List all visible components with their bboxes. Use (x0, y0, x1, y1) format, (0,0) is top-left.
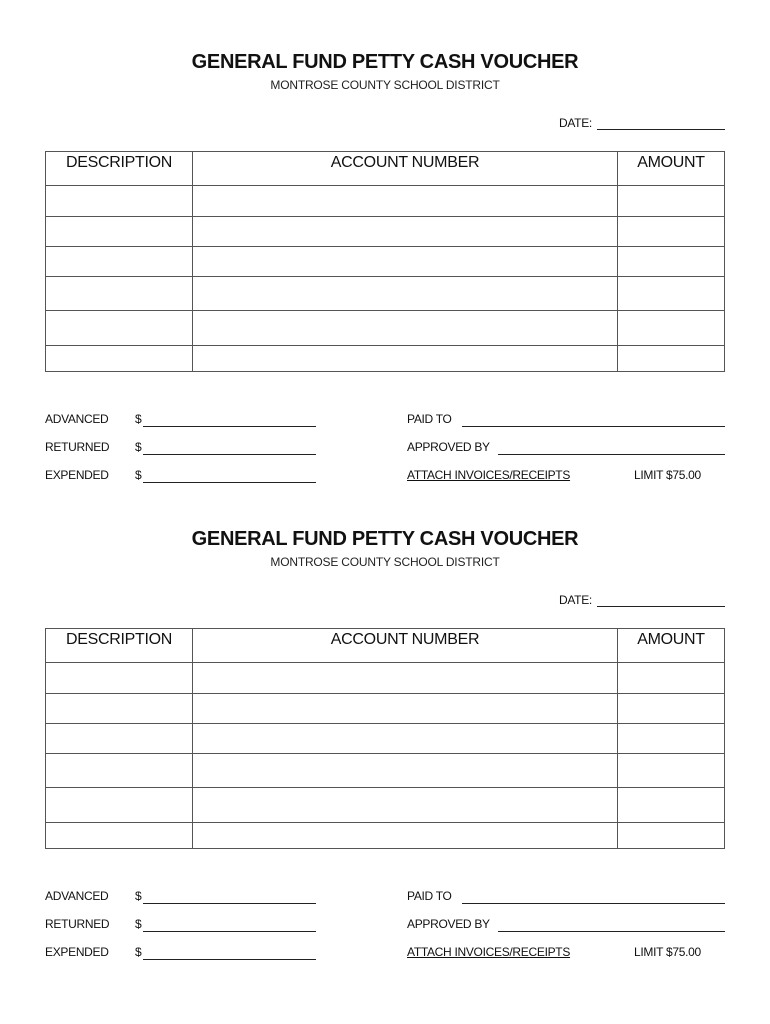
expended-currency: $ (135, 468, 142, 482)
column-header-account-number: ACCOUNT NUMBER (330, 154, 480, 171)
approved-by-label: APPROVED BY (407, 440, 490, 454)
row-divider (46, 693, 724, 694)
advanced-label: ADVANCED (45, 412, 109, 426)
header-divider (46, 662, 724, 663)
attach-invoices-note: ATTACH INVOICES/RECEIPTS (407, 468, 571, 482)
column-header-amount: AMOUNT (637, 631, 705, 648)
column-header-amount: AMOUNT (637, 154, 705, 171)
date-field[interactable] (597, 606, 725, 607)
row-divider (46, 216, 724, 217)
paid-to-field[interactable] (462, 426, 725, 427)
advanced-label: ADVANCED (45, 889, 109, 903)
approved-by-field[interactable] (498, 454, 725, 455)
returned-currency: $ (135, 917, 142, 931)
row-divider (46, 276, 724, 277)
column-header-account-number: ACCOUNT NUMBER (330, 631, 480, 648)
row-divider (46, 345, 724, 346)
row-divider (46, 822, 724, 823)
expended-currency: $ (135, 945, 142, 959)
advanced-amount-field[interactable] (143, 426, 316, 427)
limit-label: LIMIT $75.00 (634, 945, 701, 959)
expense-table (45, 628, 725, 849)
expended-amount-field[interactable] (143, 959, 316, 960)
date-label: DATE: (559, 593, 592, 607)
advanced-currency: $ (135, 412, 142, 426)
expense-table (45, 151, 725, 372)
row-divider (46, 310, 724, 311)
date-field[interactable] (597, 129, 725, 130)
row-divider (46, 246, 724, 247)
advanced-amount-field[interactable] (143, 903, 316, 904)
voucher-title: GENERAL FUND PETTY CASH VOUCHER (191, 528, 579, 550)
expended-label: EXPENDED (45, 945, 109, 959)
voucher-subtitle: MONTROSE COUNTY SCHOOL DISTRICT (270, 78, 500, 92)
returned-amount-field[interactable] (143, 931, 316, 932)
returned-currency: $ (135, 440, 142, 454)
paid-to-label: PAID TO (407, 889, 452, 903)
voucher-1 (0, 0, 770, 500)
returned-label: RETURNED (45, 440, 110, 454)
limit-label: LIMIT $75.00 (634, 468, 701, 482)
paid-to-label: PAID TO (407, 412, 452, 426)
voucher-2 (0, 477, 770, 977)
advanced-currency: $ (135, 889, 142, 903)
voucher-subtitle: MONTROSE COUNTY SCHOOL DISTRICT (270, 555, 500, 569)
row-divider (46, 753, 724, 754)
approved-by-label: APPROVED BY (407, 917, 490, 931)
expended-label: EXPENDED (45, 468, 109, 482)
returned-label: RETURNED (45, 917, 110, 931)
column-header-description: DESCRIPTION (65, 154, 173, 171)
row-divider (46, 787, 724, 788)
approved-by-field[interactable] (498, 931, 725, 932)
attach-invoices-note: ATTACH INVOICES/RECEIPTS (407, 945, 571, 959)
row-divider (46, 723, 724, 724)
paid-to-field[interactable] (462, 903, 725, 904)
returned-amount-field[interactable] (143, 454, 316, 455)
voucher-title: GENERAL FUND PETTY CASH VOUCHER (191, 51, 579, 73)
date-label: DATE: (559, 116, 592, 130)
header-divider (46, 185, 724, 186)
column-header-description: DESCRIPTION (65, 631, 173, 648)
